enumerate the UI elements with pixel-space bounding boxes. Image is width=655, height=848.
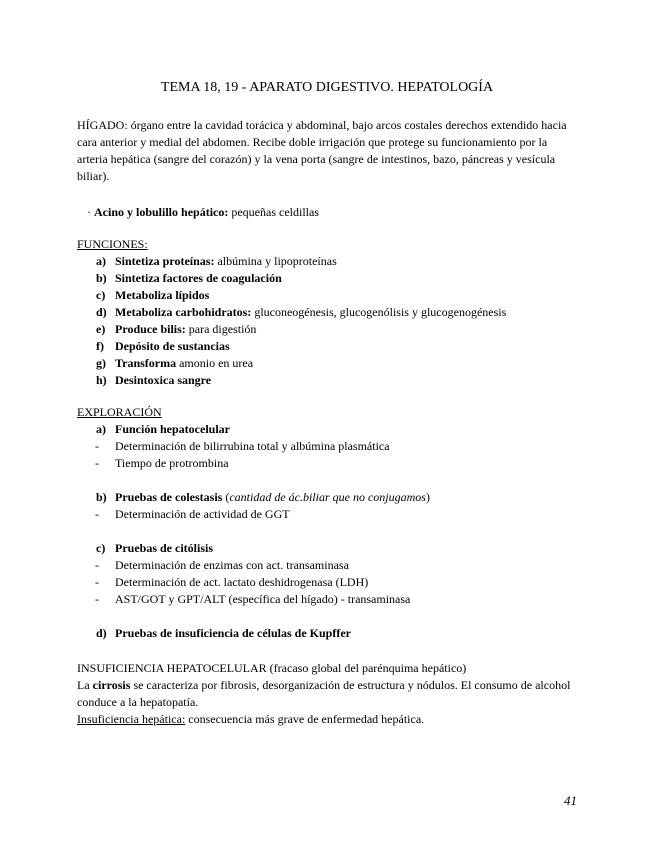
insuficiencia-heading: INSUFICIENCIA HEPATOCELULAR (fracaso global del parénquima hepático) <box>77 661 467 675</box>
intro-paragraph <box>77 117 577 185</box>
item-bold: Produce bilis: <box>115 322 186 336</box>
exploracion-heading: EXPLORACIÓN <box>77 405 162 419</box>
item-text: para digestión <box>185 322 257 336</box>
list-item <box>77 287 577 304</box>
funciones-list <box>77 253 577 389</box>
list-item <box>77 270 577 287</box>
list-item <box>77 625 577 642</box>
exploracion-a <box>77 421 577 438</box>
funciones-section <box>77 236 577 389</box>
item-bold: Pruebas de colestasis <box>115 490 223 504</box>
item-italic: cantidad de ác.biliar que no conjugamos <box>229 490 426 504</box>
list-item <box>77 355 577 372</box>
item-bold: Metaboliza carbohidratos: <box>115 305 252 319</box>
list-marker: h) <box>96 373 107 387</box>
exploracion-a-sublist <box>77 438 577 472</box>
list-item <box>77 253 577 270</box>
item-bold: Pruebas de insuficiencia de células de Kupffer <box>115 626 351 640</box>
cirrosis-term: cirrosis <box>92 678 131 692</box>
list-marker: d) <box>96 626 107 640</box>
list-marker: d) <box>96 305 107 319</box>
list-item: - Determinación de act. lactato deshidrogenasa (LDH) <box>77 574 577 591</box>
list-item <box>77 321 577 338</box>
list-marker: f) <box>96 339 104 353</box>
list-marker: e) <box>96 322 106 336</box>
list-item <box>77 540 577 557</box>
cirrosis-pre: La <box>77 678 93 692</box>
list-item: - Tiempo de protrombina <box>77 455 577 472</box>
paren-close: ) <box>425 490 430 504</box>
list-marker: b) <box>96 271 107 285</box>
intro-term: HÍGADO: <box>77 118 128 132</box>
exploracion-c-sublist <box>77 557 577 608</box>
list-item <box>77 338 577 355</box>
list-item <box>77 372 577 389</box>
item-bold: Pruebas de citólisis <box>115 541 213 555</box>
exploracion-b-sublist <box>77 506 577 523</box>
acino-text: pequeñas celdillas <box>228 205 319 219</box>
insuficiencia-section <box>77 660 577 728</box>
page-number: 41 <box>564 793 577 808</box>
acino-line <box>87 204 319 221</box>
item-bold: Función hepatocelular <box>115 422 231 436</box>
paren-open: ( <box>222 490 230 504</box>
item-text: amonio en urea <box>176 356 254 370</box>
list-marker: a) <box>96 254 106 268</box>
exploracion-d <box>77 625 577 642</box>
insuficiencia-hepatica-line <box>77 711 577 728</box>
item-bold: Sintetiza factores de coagulación <box>115 271 282 285</box>
item-text: albúmina y lipoproteínas <box>214 254 337 268</box>
list-marker: c) <box>96 541 106 555</box>
list-item: - Determinación de actividad de GGT <box>77 506 577 523</box>
document-title: TEMA 18, 19 - APARATO DIGESTIVO. HEPATOLOGÍA <box>160 80 494 95</box>
funciones-heading: FUNCIONES: <box>77 237 148 251</box>
item-bold: Metaboliza lípidos <box>115 288 210 302</box>
exploracion-section <box>77 404 577 642</box>
item-text: gluconeogénesis, glucogenólisis y glucogenogénesis <box>251 305 507 319</box>
cirrosis-text: se caracteriza por fibrosis, desorganización de estructura y nódulos. El consumo de alcohol conduce a la hepatopatía. <box>77 678 571 709</box>
insuficiencia-hepatica-text: consecuencia más grave de enfermedad hepática. <box>185 712 425 726</box>
list-marker: a) <box>96 422 106 436</box>
list-marker: c) <box>96 288 106 302</box>
acino-term: Acino y lobulillo hepático: <box>94 205 229 219</box>
exploracion-c <box>77 540 577 557</box>
list-marker: b) <box>96 490 107 504</box>
list-item <box>77 304 577 321</box>
item-bold: Depósito de sustancias <box>115 339 230 353</box>
list-item: - AST/GOT y GPT/ALT (específica del hígado) - transaminasa <box>77 591 577 608</box>
list-item: - Determinación de bilirrubina total y albúmina plasmática <box>77 438 577 455</box>
acino-bullet: · <box>87 205 91 219</box>
intro-text: órgano entre la cavidad torácica y abdominal, bajo arcos costales derechos extendido hacia cara anterior y medial del abdomen. Recibe doble irrigación que protege su funcionamiento por la arteria hepática (sangre del corazón) y la vena porta (sangre de intestinos, bazo, páncreas y vesícula biliar). <box>77 118 567 183</box>
list-item: - Determinación de enzimas con act. transaminasa <box>77 557 577 574</box>
list-marker: g) <box>96 356 106 370</box>
item-bold: Transforma <box>115 356 177 370</box>
insuficiencia-hepatica-term: Insuficiencia hepática: <box>77 712 186 726</box>
list-item <box>77 489 577 506</box>
cirrosis-paragraph <box>77 677 577 711</box>
exploracion-b <box>77 489 577 506</box>
item-bold: Desintoxica sangre <box>115 373 212 387</box>
list-item <box>77 421 577 438</box>
item-bold: Sintetiza proteínas: <box>115 254 215 268</box>
